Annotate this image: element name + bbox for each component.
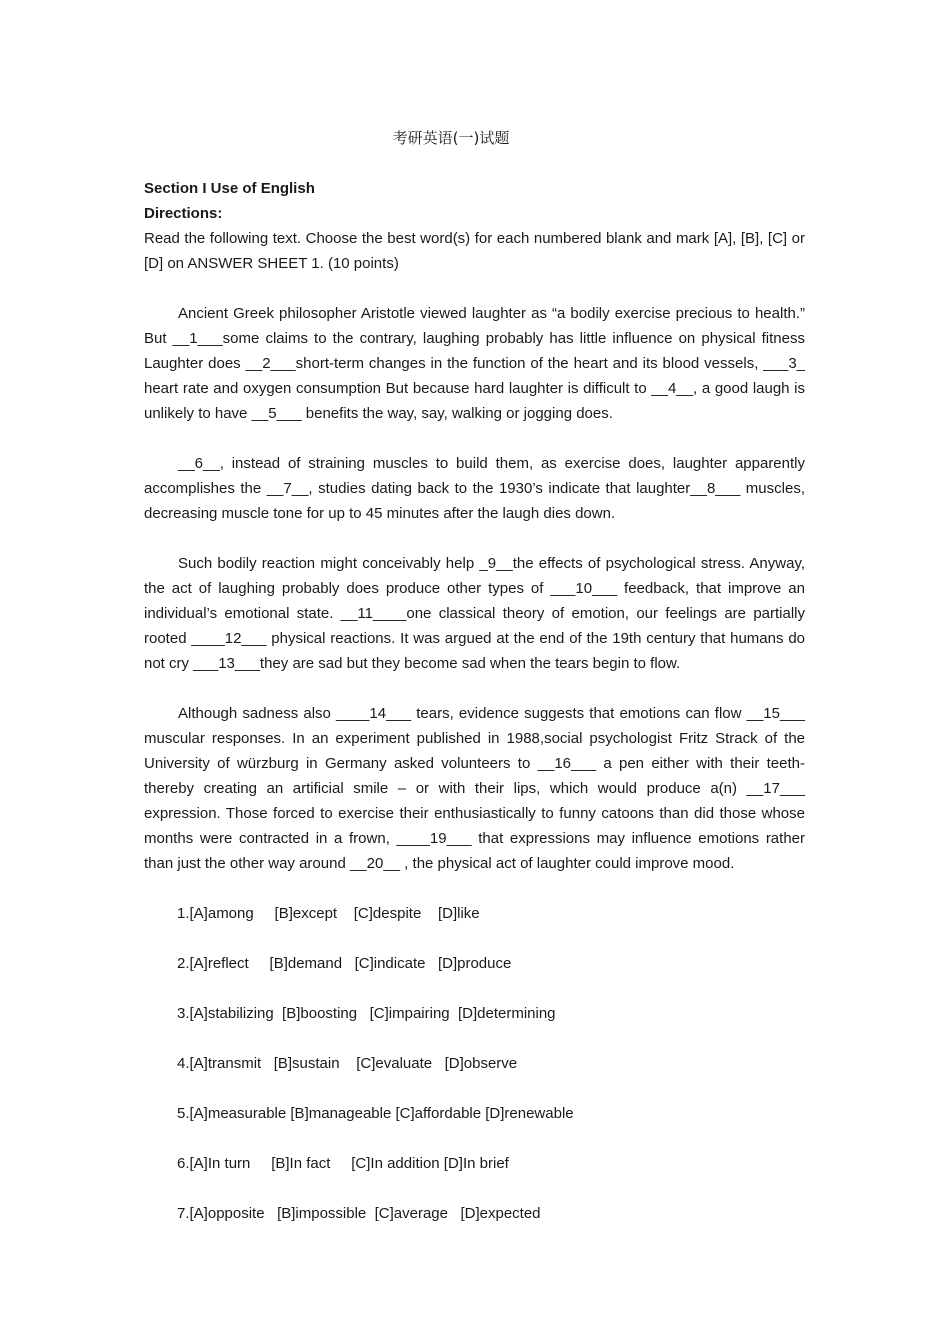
question-options-4: 4.[A]transmit [B]sustain [C]evaluate [D]observe xyxy=(177,1055,518,1072)
document-title: 考研英语(一)试题 xyxy=(392,129,510,147)
question-options-3: 3.[A]stabilizing [B]boosting [C]impairing [D]determining xyxy=(177,1005,556,1022)
passage-paragraph-1: Ancient Greek philosopher Aristotle viewed laughter as “a bodily exercise precious to health.” But __1___some claims to the contrary, laughing probably has little influence on physical fitness Laughter does __2___short-term changes in the function of the heart and its blood vessels, ___3_ heart rate and oxygen consumption But because hard laughter is difficult to __4__, a good laugh is unlikely to have __5___ benefits the way, say, walking or jogging does. xyxy=(144,305,805,422)
passage-paragraph-2: __6__, instead of straining muscles to build them, as exercise does, laughter apparently accomplishes the __7__, studies dating back to the 1930’s indicate that laughter__8___ muscles, decreasing muscle tone for up to 45 minutes after the laugh dies down. xyxy=(144,455,805,522)
question-options-5: 5.[A]measurable [B]manageable [C]affordable [D]renewable xyxy=(177,1105,574,1122)
section-heading: Section I Use of English xyxy=(144,180,315,197)
document-body xyxy=(144,176,805,1226)
question-options-7: 7.[A]opposite [B]impossible [C]average [D]expected xyxy=(177,1205,541,1222)
question-options-1: 1.[A]among [B]except [C]despite [D]like xyxy=(177,905,480,922)
question-options-2: 2.[A]reflect [B]demand [C]indicate [D]produce xyxy=(177,955,512,972)
passage-paragraph-4: Although sadness also ____14___ tears, evidence suggests that emotions can flow __15___ muscular responses. In an experiment published in 1988,social psychologist Fritz Strack of the University of würzburg in Germany asked volunteers to __16___ a pen either with their teeth-thereby creating an artificial smile – or with their lips, which would produce a(n) __17___ expression. Those forced to exercise their enthusiastically to funny catoons than did those whose months were contracted in a frown, ____19___ that expressions may influence emotions rather than just the other way around __20__ , the physical act of laughter could improve mood. xyxy=(144,705,805,872)
question-options-6: 6.[A]In turn [B]In fact [C]In addition [D]In brief xyxy=(177,1155,509,1172)
directions-text: Read the following text. Choose the best word(s) for each numbered blank and mark [A], [B], [C] or [D] on ANSWER SHEET 1. (10 points) xyxy=(144,230,805,272)
directions-label: Directions: xyxy=(144,205,223,222)
passage-paragraph-3: Such bodily reaction might conceivably help _9__the effects of psychological stress. Anyway, the act of laughing probably does produce other types of ___10___ feedback, that improve an individual’s emotional state. __11____one classical theory of emotion, our feelings are partially rooted ____12___ physical reactions. It was argued at the end of the 19th century that humans do not cry ___13___they are sad but they become sad when the tears begin to flow. xyxy=(144,555,805,672)
